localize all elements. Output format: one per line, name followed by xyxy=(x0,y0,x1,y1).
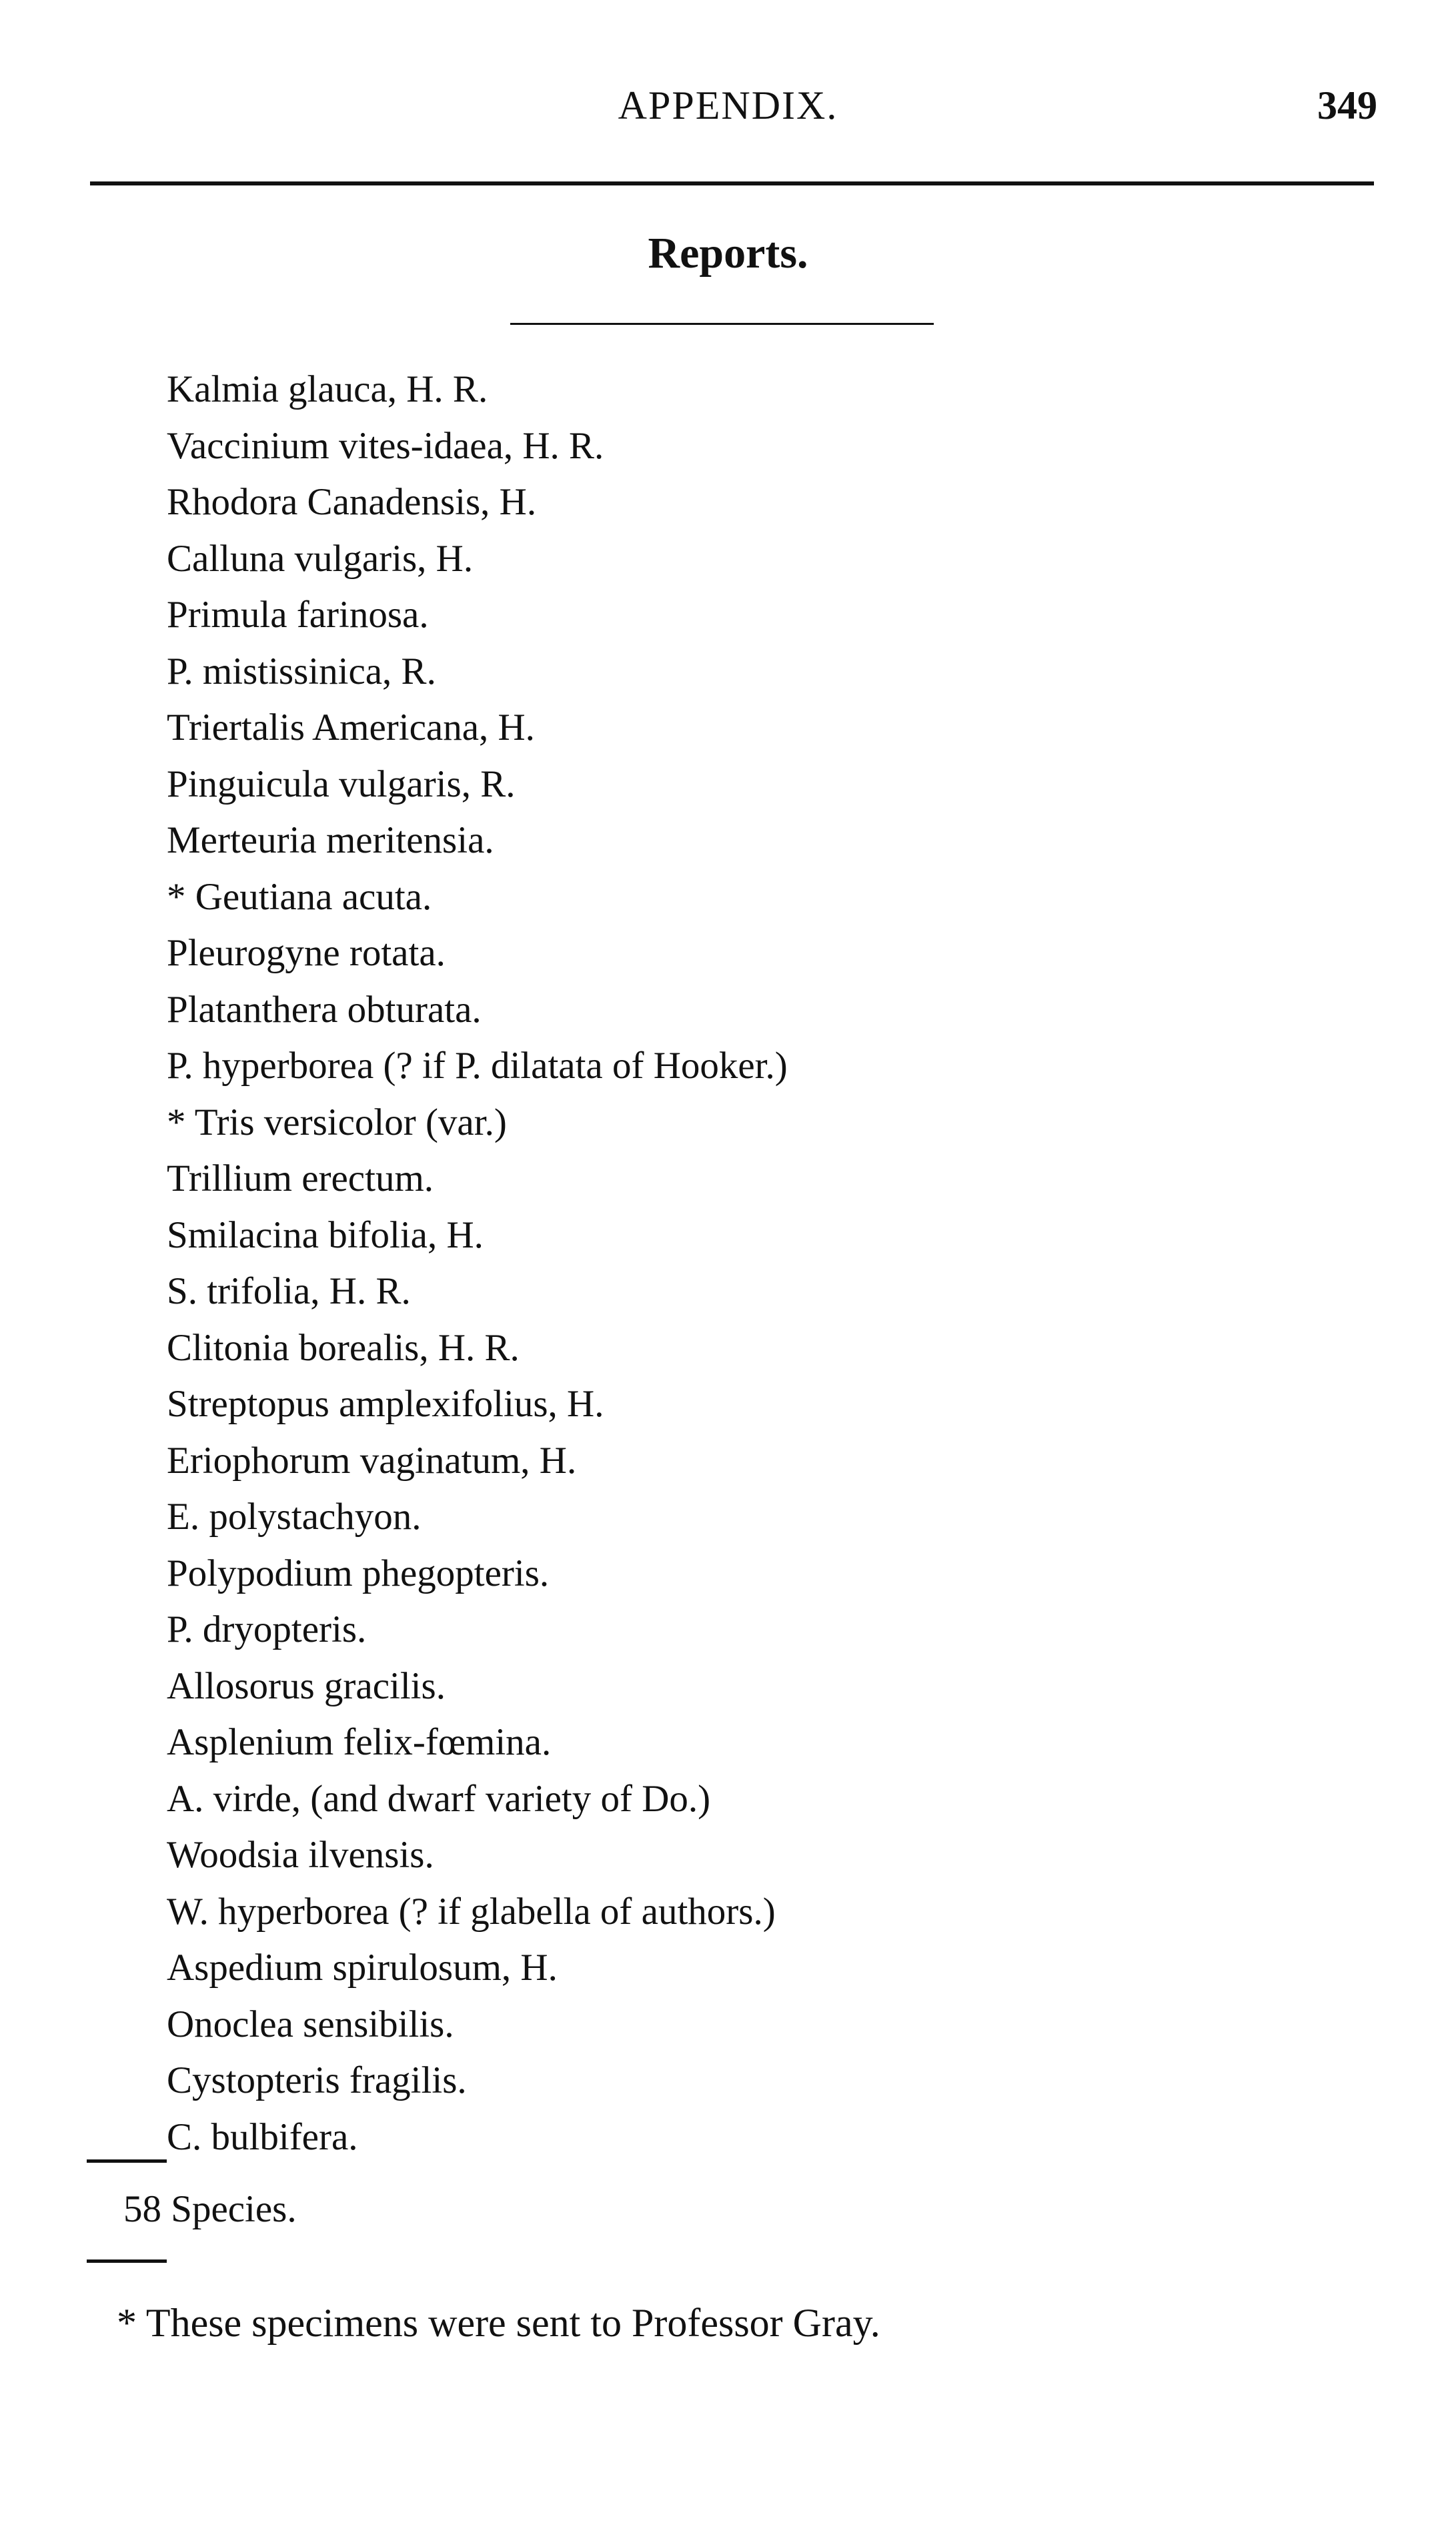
species-entry: Merteuria meritensia. xyxy=(167,819,494,861)
species-entry: Cystopteris fragilis. xyxy=(167,2059,467,2101)
footnote: * These specimens were sent to Professor Gray. xyxy=(117,2301,880,2345)
species-total: 58 Species. xyxy=(123,2188,297,2230)
section-title: Reports. xyxy=(648,229,808,278)
species-entry: Streptopus amplexifolius, H. xyxy=(167,1383,604,1425)
species-entry: Aspedium spirulosum, H. xyxy=(167,1947,558,1989)
species-entry: Primula farinosa. xyxy=(167,594,429,636)
species-entry: C. bulbifera. xyxy=(167,2115,358,2158)
page-number: 349 xyxy=(1317,83,1377,127)
species-entry: Smilacina bifolia, H. xyxy=(167,1213,484,1256)
page-header xyxy=(0,79,1456,132)
total-rule-top xyxy=(87,2159,167,2163)
species-entry: Calluna vulgaris, H. xyxy=(167,537,474,580)
species-entry: Trillium erectum. xyxy=(167,1157,434,1199)
species-entry: Triertalis Americana, H. xyxy=(167,706,535,748)
species-entry: Asplenium felix-fœmina. xyxy=(167,1721,552,1763)
species-entry: P. dryopteris. xyxy=(167,1608,367,1650)
species-list xyxy=(167,362,788,2165)
species-entry: Polypodium phegopteris. xyxy=(167,1552,550,1594)
species-entry: Clitonia borealis, H. R. xyxy=(167,1326,520,1369)
species-entry: Eriophorum vaginatum, H. xyxy=(167,1439,577,1482)
species-entry: P. mistissinica, R. xyxy=(167,650,436,692)
species-entry: * Geutiana acuta. xyxy=(167,875,432,918)
species-entry: Pleurogyne rotata. xyxy=(167,932,446,974)
species-entry: P. hyperborea (? if P. dilatata of Hooker.) xyxy=(167,1045,788,1087)
species-entry: S. trifolia, H. R. xyxy=(167,1270,411,1312)
species-entry: E. polystachyon. xyxy=(167,1496,422,1538)
species-entry: Allosorus gracilis. xyxy=(167,1664,446,1707)
species-entry: Pinguicula vulgaris, R. xyxy=(167,763,516,805)
section-divider xyxy=(510,323,934,325)
species-entry: Vaccinium vites-idaea, H. R. xyxy=(167,424,604,467)
species-entry: Woodsia ilvensis. xyxy=(167,1834,434,1876)
species-entry: A. virde, (and dwarf variety of Do.) xyxy=(167,1777,711,1820)
species-entry: Kalmia glauca, H. R. xyxy=(167,368,488,410)
species-entry: Platanthera obturata. xyxy=(167,988,482,1031)
species-entry: W. hyperborea (? if glabella of authors.) xyxy=(167,1890,776,1933)
running-title: APPENDIX. xyxy=(618,83,838,127)
header-rule xyxy=(90,181,1374,185)
species-entry: Onoclea sensibilis. xyxy=(167,2003,454,2045)
species-entry: Rhodora Canadensis, H. xyxy=(167,481,537,523)
total-rule-bottom xyxy=(87,2259,167,2263)
species-entry: * Tris versicolor (var.) xyxy=(167,1101,507,1143)
